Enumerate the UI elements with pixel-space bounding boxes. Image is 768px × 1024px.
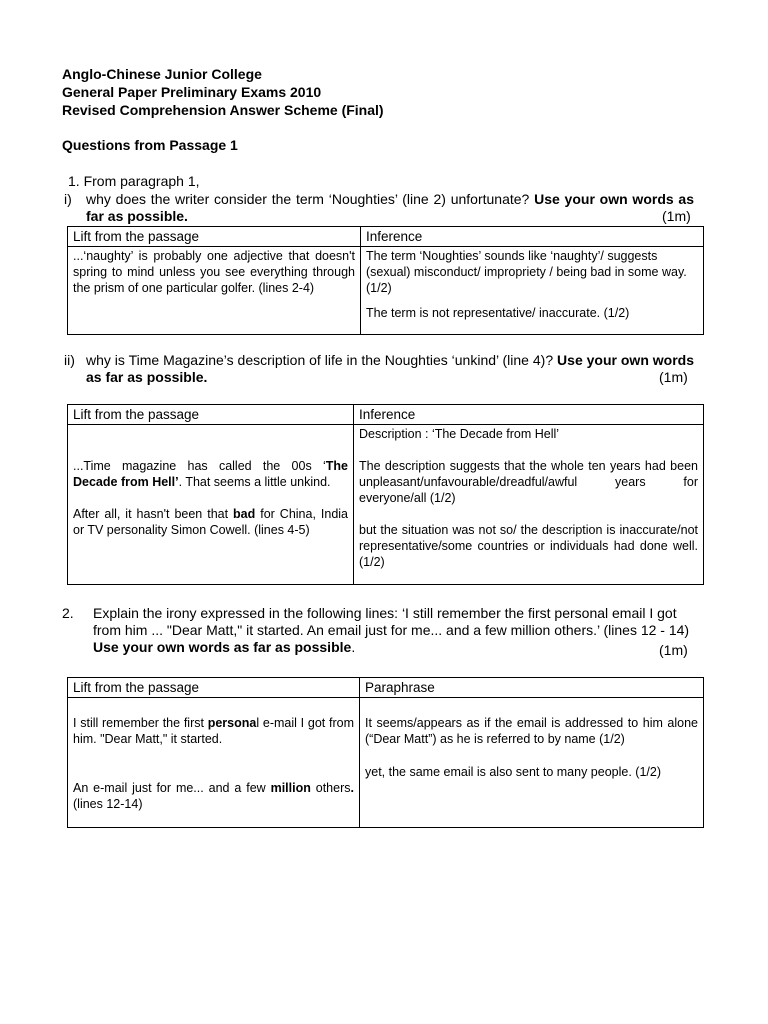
q1-ii-number: ii) (64, 352, 75, 368)
q1-ii-lift-2-bold: bad (233, 507, 256, 521)
q2-marks: (1m) (659, 642, 688, 658)
table-header-lift: Lift from the passage (68, 405, 354, 425)
q1-ii-lift-1-bold: The Decade from Hell’ (73, 459, 348, 489)
q1-ii-lift-cell (68, 425, 354, 585)
q1-intro: 1. From paragraph 1, (68, 173, 200, 189)
q1-i-marks: (1m) (662, 208, 691, 224)
q2-number: 2. (62, 605, 74, 621)
q1-i-inference-cell (361, 247, 704, 335)
q1-i-table (67, 226, 704, 335)
q2-lift-1-text: I still remember the first (73, 716, 208, 730)
q2-paraphrase-1: It seems/appears as if the email is addressed to him alone (“Dear Matt”) as he is referred to by name (1/2) (365, 716, 698, 746)
q1-ii-lift-1 (73, 458, 348, 490)
table-header-inference: Inference (361, 227, 704, 247)
q1-i-question (86, 191, 694, 225)
q2-lift-1-end: l e-mail I got from him. "Dear Matt," it started. (73, 716, 354, 746)
q2-lift-1 (73, 715, 354, 747)
table-header-inference: Inference (354, 405, 704, 425)
q1-ii-inference-1: The description suggests that the whole ten years had been unpleasant/unfavourable/dreadful/awful years for everyone/all (1/2) (359, 459, 698, 505)
school-name: Anglo-Chinese Junior College (62, 66, 262, 82)
q2-lift-2-dot: . (350, 781, 354, 795)
q2-lift-2-mid: others (310, 781, 351, 795)
q1-ii-instruction: Use your own words as far as possible. (86, 352, 695, 385)
q1-ii-question (86, 352, 694, 386)
q2-lift-2-end: (lines 12-14) (73, 797, 143, 811)
document-header (62, 65, 384, 119)
q1-i-inference-1: The term ‘Noughties’ sounds like ‘naughty’/ suggests (sexual) misconduct/ impropriety / being bad in some way.(1/2) (366, 249, 687, 295)
q1-i-inference-2: The term is not representative/ inaccurate. (1/2) (366, 306, 630, 320)
q2-lift-2 (73, 780, 354, 812)
q2-question (93, 605, 693, 656)
q2-lift-1-bold: persona (207, 716, 257, 730)
q1-ii-lift-2-end: for China, India or TV personality Simon Cowell. (lines 4-5) (73, 507, 348, 537)
scheme-title: Revised Comprehension Answer Scheme (Final) (62, 102, 384, 118)
q1-ii-inference-cell (354, 425, 704, 585)
q2-paraphrase-2: yet, the same email is also sent to many people. (1/2) (365, 765, 661, 779)
table-header-lift: Lift from the passage (68, 227, 361, 247)
q1-i-text: why does the writer consider the term ‘Noughties’ (line 2) unfortunate? (86, 191, 530, 207)
q1-ii-lift-2-text: After all, it hasn't been that (73, 507, 234, 521)
q2-text: Explain the irony expressed in the following lines: ‘I still remember the first personal email I got from him ... "Dear Matt," it started. An email just for me... and a few million others.’ (lines 12 - 14) (93, 605, 690, 638)
q1-ii-lift-1-end: . That seems a little unkind. (178, 475, 331, 489)
q2-paraphrase-cell (360, 698, 704, 828)
q1-ii-marks: (1m) (659, 369, 688, 385)
q1-i-instruction: Use your own words as far as possible. (86, 191, 694, 224)
table-header-paraphrase: Paraphrase (360, 678, 704, 698)
q2-instruction: Use your own words as far as possible (93, 639, 352, 655)
q1-ii-lift-1-text: ...Time magazine has called the 00s ‘ (73, 459, 326, 473)
q1-i-lift: ...‘naughty’ is probably one adjective that doesn't spring to mind unless you see everything through the prism of one particular golfer. (lines 2-4) (68, 247, 361, 335)
table-header-lift: Lift from the passage (68, 678, 360, 698)
q1-ii-description: Description : ‘The Decade from Hell’ (359, 427, 560, 441)
section-title: Questions from Passage 1 (62, 137, 238, 153)
q1-ii-inference-2: but the situation was not so/ the description is inaccurate/not representative/some countries or individuals had done well.(1/2) (359, 523, 698, 569)
q2-period: . (351, 639, 356, 655)
q1-i-number: i) (64, 191, 72, 207)
q1-ii-table (67, 404, 704, 585)
q2-table (67, 677, 704, 828)
q2-lift-cell (68, 698, 360, 828)
q2-lift-2-text: An e-mail just for me... and a few (73, 781, 271, 795)
exam-title: General Paper Preliminary Exams 2010 (62, 84, 322, 100)
q1-ii-lift-2 (73, 506, 348, 538)
q1-ii-text: why is Time Magazine’s description of life in the Noughties ‘unkind’ (line 4)? (86, 352, 554, 368)
q2-lift-2-bold: million (270, 781, 311, 795)
